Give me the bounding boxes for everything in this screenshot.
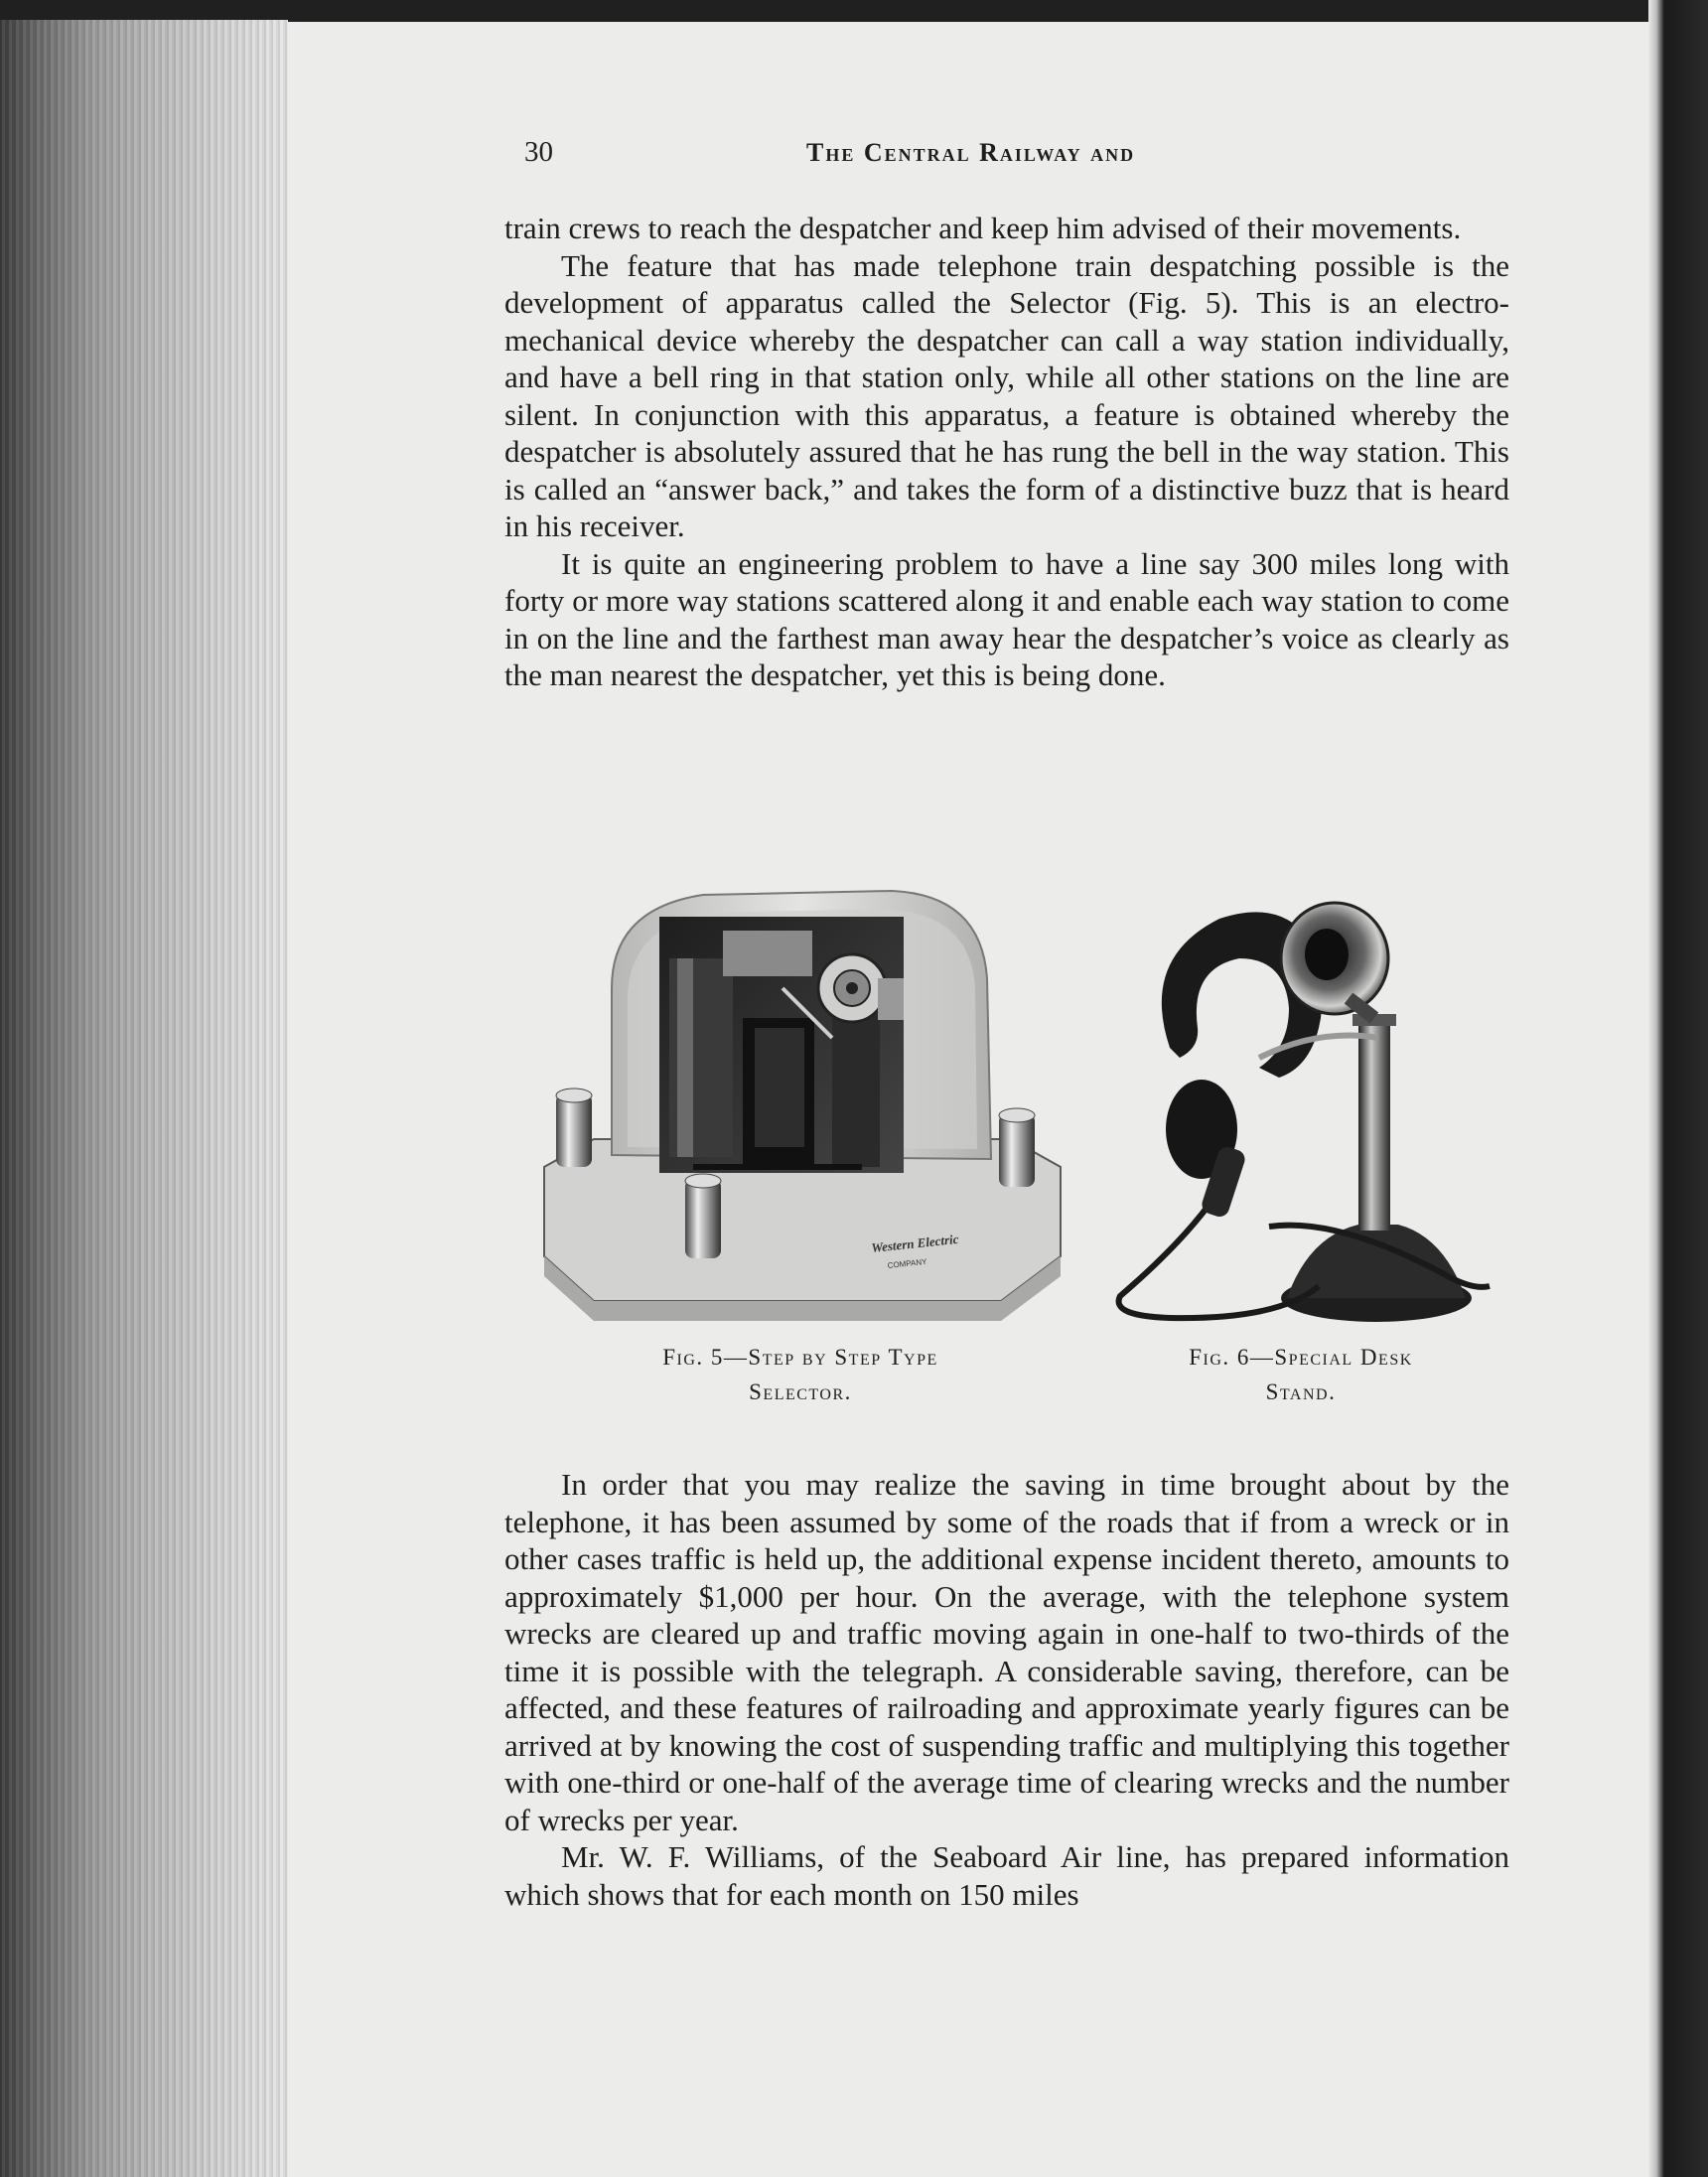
figure-caption xyxy=(1110,1340,1492,1409)
caption-line: Fig. 5—Step by Step Type xyxy=(662,1345,938,1370)
binding-post xyxy=(556,1088,592,1167)
book-right-edge xyxy=(1648,0,1708,2177)
running-header xyxy=(0,114,1708,168)
svg-text:Western Electric: Western Electric xyxy=(870,1231,960,1255)
figure-desk-stand xyxy=(1110,899,1492,1409)
book-top-edge xyxy=(0,0,1708,22)
selector-illustration xyxy=(534,869,1067,1326)
binding-post xyxy=(685,1174,721,1258)
paragraph: The feature that has made telephone train despatching possible is the development of apparatus called the Selector (Fig. 5). This is an electro-mechanical device whereby the despatcher can call a way station individually, and have a bell ring in that station only, while all other stations on the line are silent. In conjunction with this apparatus, a feature is obtained whereby the despatcher is absolutely assured that he has rung the bell in the way station. This is called an “answer back,” and takes the form of a distinctive buzz that is heard in his receiver. xyxy=(504,247,1509,543)
paragraph: Mr. W. F. Williams, of the Seaboard Air line, has prepared information which shows that for each month on 150 miles xyxy=(504,1839,1509,1912)
paragraph: train crews to reach the despatcher and keep him advised of their movements. xyxy=(504,211,1462,245)
binding-post xyxy=(999,1108,1035,1187)
desk-stand-illustration xyxy=(1110,899,1492,1326)
page-stack-edge xyxy=(0,20,288,2177)
body-text-top xyxy=(504,210,1509,694)
paragraph: In order that you may realize the saving in time brought about by the telephone, it has been assumed by some of the roads that if from a wreck or in other cases traffic is held up, the additional expense incident thereto, amounts to approximately $1,000 per hour. On the average, with the telephone system wrecks are cleared up and traffic moving again in one-half to two-thirds of the time it is possible with the telegraph. A considerable saving, therefore, can be affected, and these features of railroading and approximate yearly figures can be arrived at by knowing the cost of suspending traffic and multiplying this together with one-third or one-half of the average time of clearing wrecks and the number of wrecks per year. xyxy=(504,1467,1509,1837)
caption-line: Fig. 6—Special Desk xyxy=(1189,1345,1413,1370)
caption-line: Stand. xyxy=(1265,1379,1337,1404)
running-title: The Central Railway and xyxy=(806,138,1136,167)
figure-caption xyxy=(534,1340,1067,1409)
body-text-bottom xyxy=(504,1466,1509,1913)
paragraph: It is quite an engineering problem to have a line say 300 miles long with forty or more way stations scattered along it and enable each way station to come in on the line and the farthest man away hear the despatcher’s voice as clearly as the man nearest the despatcher, yet this is being done. xyxy=(504,545,1509,692)
page-number: 30 xyxy=(524,136,553,168)
caption-line: Selector. xyxy=(749,1379,852,1404)
svg-text:COMPANY: COMPANY xyxy=(887,1256,927,1270)
figure-selector xyxy=(534,869,1067,1409)
